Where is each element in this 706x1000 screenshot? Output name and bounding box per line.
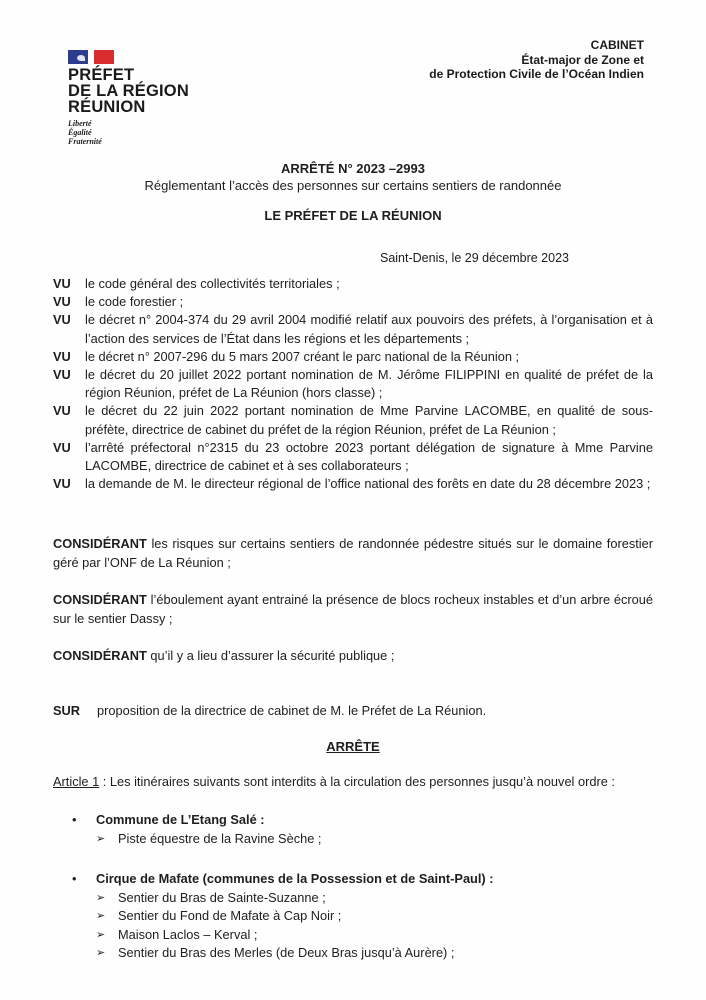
vu-item <box>53 275 653 293</box>
considerant-keyword: CONSIDÉRANT <box>53 536 147 551</box>
vu-item <box>53 439 653 475</box>
group-title-text: Cirque de Mafate (communes de la Possession et de Saint-Paul) : <box>96 871 494 886</box>
trail-name: Sentier du Fond de Mafate à Cap Noir ; <box>118 908 342 923</box>
considerant-keyword: CONSIDÉRANT <box>53 648 147 663</box>
commune-group <box>72 811 652 848</box>
vu-keyword: VU <box>53 403 71 419</box>
motto-line: Égalité <box>68 128 92 137</box>
article-1 <box>53 773 653 792</box>
vu-text: le décret du 20 juillet 2022 portant nomination de M. Jérôme FILIPPINI en qualité de préfet de la région Réunion, préfet de La Réunion (hors classe) ; <box>85 367 653 401</box>
vu-keyword: VU <box>53 348 71 364</box>
vu-keyword: VU <box>53 439 71 455</box>
vu-text: le code général des collectivités territoriales ; <box>85 276 340 291</box>
motto-line: Liberté <box>68 119 92 128</box>
trail-name: Maison Laclos – Kerval ; <box>118 926 258 942</box>
vu-keyword: VU <box>53 312 71 328</box>
office-line: de Protection Civile de l’Océan Indien <box>429 67 644 81</box>
sur-text: proposition de la directrice de cabinet de M. le Préfet de La Réunion. <box>97 703 487 718</box>
sur-keyword: SUR <box>53 703 81 718</box>
article-label: Article 1 <box>53 774 100 789</box>
article-text: : Les itinéraires suivants sont interdits à la circulation des personnes jusqu’à nouvel ordre : <box>99 774 615 789</box>
arrete-number: ARRÊTÉ N° 2023 –2993 <box>281 161 425 176</box>
vu-item <box>53 311 653 347</box>
trail-name: Sentier du Bras des Merles (de Deux Bras jusqu’à Aurère) ; <box>118 945 455 960</box>
group-title-text: Commune de L’Etang Salé : <box>96 812 265 827</box>
logo-title-line: PRÉFET <box>68 66 135 84</box>
bullet-icon: • <box>72 871 77 886</box>
sur-clause <box>53 703 486 718</box>
trail-name: Sentier du Bras de Sainte-Suzanne ; <box>118 889 326 905</box>
issuing-office <box>429 38 644 82</box>
arrow-bullet-icon: ➢ <box>96 832 106 845</box>
vu-item <box>53 293 653 311</box>
arrow-bullet-icon: ➢ <box>96 928 106 941</box>
vu-keyword: VU <box>53 294 71 310</box>
trail-item <box>96 926 652 945</box>
vu-text: le décret n° 2004-374 du 29 avril 2004 modifié relatif aux pouvoirs des préfets, à l’organisation et à l’action des services de l’État dans les régions et les départements ; <box>85 312 653 346</box>
vu-text: l’arrêté préfectoral n°2315 du 23 octobre 2023 portant délégation de signature à Mme Parvine LACOMBE, directrice de cabinet et à ses collaborateurs ; <box>85 439 653 474</box>
vu-keyword: VU <box>53 476 71 492</box>
office-line: CABINET <box>590 38 644 52</box>
vu-text: le code forestier ; <box>85 294 184 310</box>
vu-item <box>53 366 653 402</box>
vu-keyword: VU <box>53 276 71 291</box>
office-line: État-major de Zone et <box>521 52 644 67</box>
considerant-text: qu’il y a lieu d’assurer la sécurité publique ; <box>150 648 395 663</box>
trail-item <box>96 944 652 963</box>
document-title <box>0 160 706 223</box>
group-title <box>72 870 652 889</box>
vu-item <box>53 348 653 366</box>
considerant-text: l’éboulement ayant entrainé la présence de blocs rocheux instables et d’un arbre écroué sur le sentier Dassy ; <box>53 592 653 626</box>
commune-group <box>72 870 652 963</box>
logo-title-line: DE LA RÉGION <box>68 82 189 100</box>
arrow-bullet-icon: ➢ <box>96 947 106 959</box>
considerant-item <box>53 591 653 628</box>
trail-item <box>96 889 652 908</box>
arrete-subtitle: Réglementant l’accès des personnes sur certains sentiers de randonnée <box>144 178 562 193</box>
vu-item <box>53 402 653 438</box>
vu-text: le décret n° 2007-296 du 5 mars 2007 créant le parc national de la Réunion ; <box>85 348 520 364</box>
considerant-keyword: CONSIDÉRANT <box>53 592 147 607</box>
considerant-item <box>53 647 653 666</box>
vu-item <box>53 475 653 493</box>
republic-motto <box>68 119 189 146</box>
bullet-icon: • <box>72 812 77 827</box>
considerant-text: les risques sur certains sentiers de randonnée pédestre situés sur le domaine forestier géré par l’ONF de La Réunion ; <box>53 536 653 570</box>
issuing-authority: LE PRÉFET DE LA RÉUNION <box>264 208 442 223</box>
trail-item <box>96 907 652 926</box>
vu-list <box>53 275 653 493</box>
trail-item <box>96 830 652 849</box>
logo-title-line: RÉUNION <box>68 98 146 116</box>
vu-keyword: VU <box>53 367 71 383</box>
place-date: Saint-Denis, le 29 décembre 2023 <box>379 251 569 265</box>
considerant-item <box>53 535 653 572</box>
prefecture-logo <box>68 50 189 146</box>
marianne-flag-icon <box>68 50 114 64</box>
arrow-bullet-icon: ➢ <box>96 891 106 904</box>
arrow-bullet-icon: ➢ <box>96 910 106 922</box>
trail-name: Piste équestre de la Ravine Sèche ; <box>118 830 322 846</box>
group-title <box>72 811 652 830</box>
motto-line: Fraternité <box>68 137 102 146</box>
arrete-heading: ARRÊTE <box>326 739 380 754</box>
vu-text: le décret du 22 juin 2022 portant nomination de Mme Parvine LACOMBE, en qualité de sous-préfète, directrice de cabinet du préfet de la région Réunion, préfet de La Réunion ; <box>85 403 653 437</box>
vu-text: la demande de M. le directeur régional de l’office national des forêts en date du 28 décembre 2023 ; <box>85 476 651 492</box>
